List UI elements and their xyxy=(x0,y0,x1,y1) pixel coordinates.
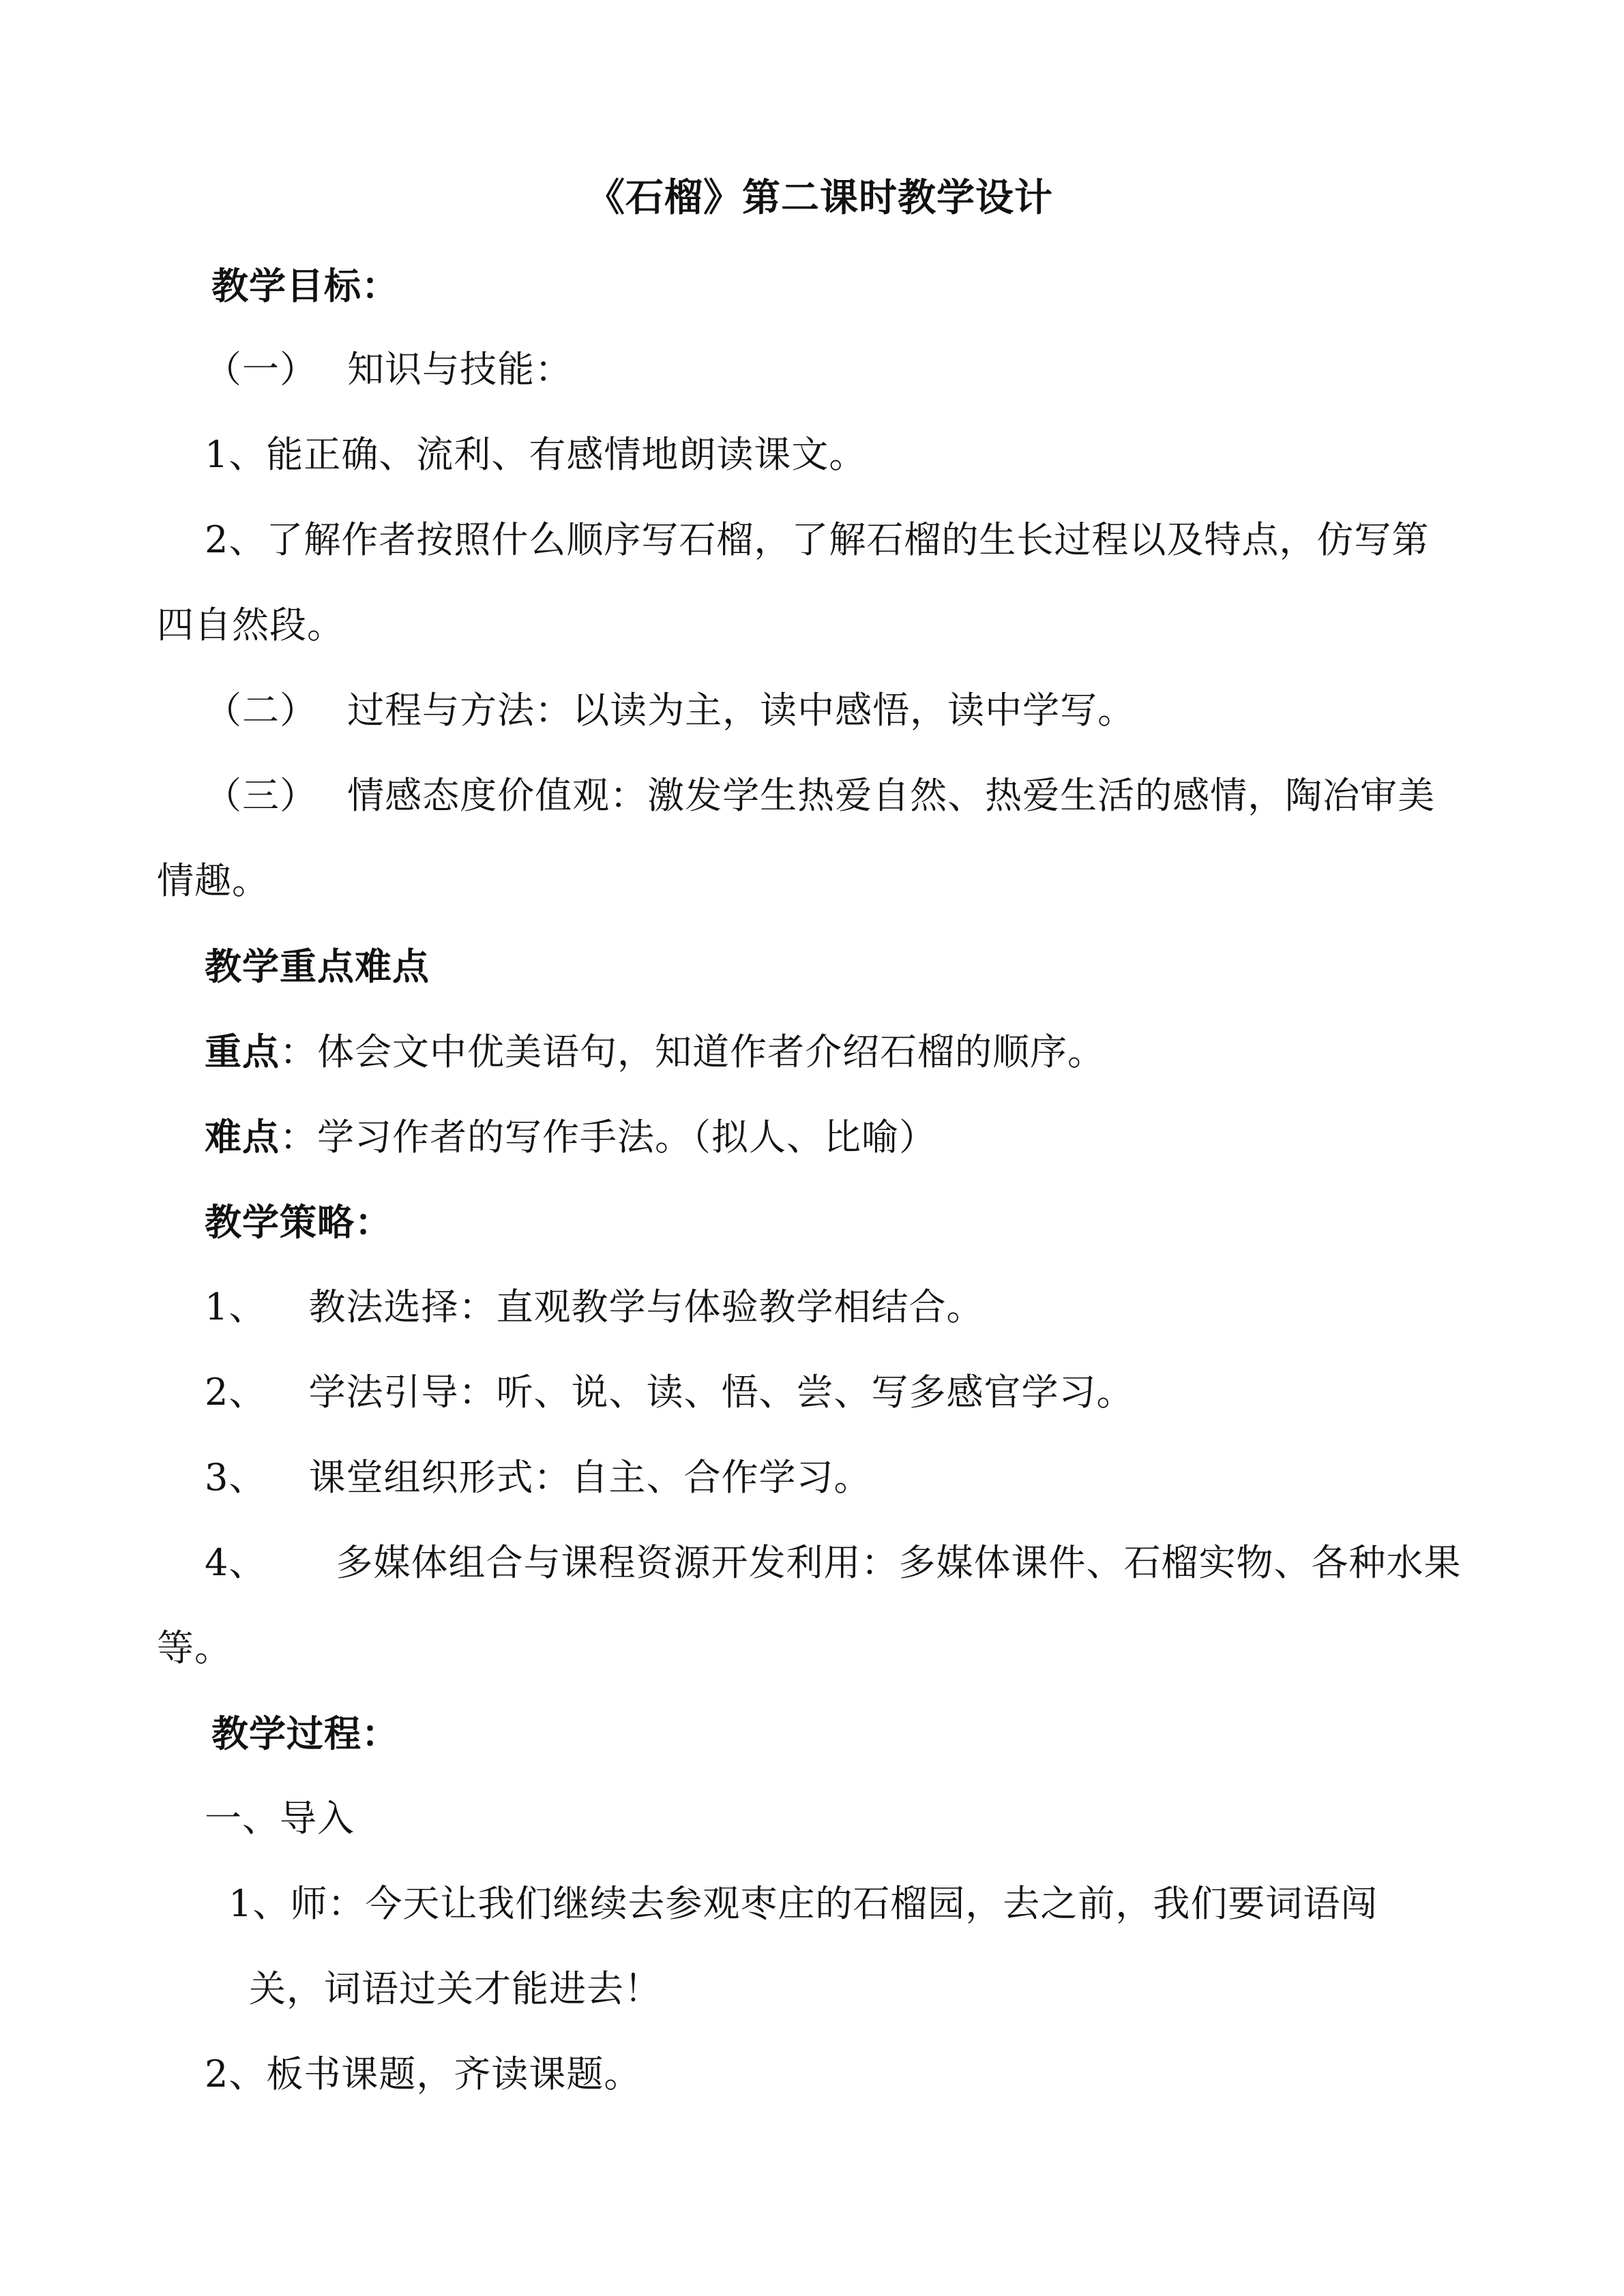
strategy-item xyxy=(205,1285,984,1329)
goal1-text: 知识与技能： xyxy=(347,348,573,391)
process-item1-line1: 1、师：今天让我们继续去参观枣庄的石榴园，去之前，我们要词语闯 xyxy=(228,1882,1378,1925)
goal1-item2-line1: 2、了解作者按照什么顺序写石榴，了解石榴的生长过程以及特点，仿写第 xyxy=(205,518,1430,561)
strategy-item-number: 2、 xyxy=(205,1371,267,1414)
key-point-text: ：体会文中优美语句，知道作者介绍石榴的顺序。 xyxy=(280,1030,1105,1073)
strategy-item-text: 课堂组织形式：自主、合作学习。 xyxy=(308,1456,872,1499)
goal2-line xyxy=(205,689,1135,732)
process-heading: 教学过程： xyxy=(211,1712,399,1755)
section-intro-heading: 一、导入 xyxy=(205,1797,355,1840)
strategy-item-text: 学法引导：听、说、读、悟、尝、写多感官学习。 xyxy=(308,1371,1134,1414)
strategy-item xyxy=(205,1541,1462,1585)
goal1-item1: 1、能正确、流利、有感情地朗读课文。 xyxy=(205,433,867,476)
difficulty-text: ：学习作者的写作手法。（拟人、比喻） xyxy=(280,1116,936,1159)
goals-heading: 教学目标： xyxy=(211,264,399,308)
key-difficulty-heading: 教学重点难点 xyxy=(205,944,430,988)
strategy-item-number: 4、 xyxy=(205,1541,267,1584)
goal2-text: 过程与方法：以读为主，读中感悟，读中学写。 xyxy=(347,689,1136,732)
strategy-heading: 教学策略： xyxy=(205,1200,392,1244)
goal1-label: （一） xyxy=(205,348,317,391)
strategy-item4-line2: 等。 xyxy=(157,1626,232,1669)
strategy-item-number: 1、 xyxy=(205,1285,267,1328)
strategy-item-text: 教法选择：直观教学与体验教学相结合。 xyxy=(308,1285,984,1328)
strategy-item xyxy=(205,1371,1134,1414)
process-item1-line2: 关，词语过关才能进去！ xyxy=(249,1967,662,2010)
difficulty-line xyxy=(205,1115,936,1159)
process-item2: 2、板书课题，齐读课题。 xyxy=(205,2053,642,2096)
goal3-line1 xyxy=(205,774,1435,818)
difficulty-label: 难点 xyxy=(205,1115,280,1159)
goal3-line2: 情趣。 xyxy=(157,859,269,902)
goal1-line xyxy=(205,348,572,391)
goal1-item2-line2: 四自然段。 xyxy=(157,603,344,646)
goal3-label: （三） xyxy=(205,774,317,817)
goal2-label: （二） xyxy=(205,689,317,732)
strategy-item-number: 3、 xyxy=(205,1456,267,1499)
strategy-item xyxy=(205,1456,872,1500)
goal3-text-line1: 情感态度价值观：激发学生热爱自然、热爱生活的感情，陶冶审美 xyxy=(347,774,1436,817)
strategy-item-text: 多媒体组合与课程资源开发利用：多媒体课件、石榴实物、各种水果 xyxy=(336,1541,1462,1584)
key-point-label: 重点 xyxy=(205,1030,280,1073)
key-point-line xyxy=(205,1030,1105,1074)
page-title: 《石榴》第二课时教学设计 xyxy=(587,175,1053,220)
